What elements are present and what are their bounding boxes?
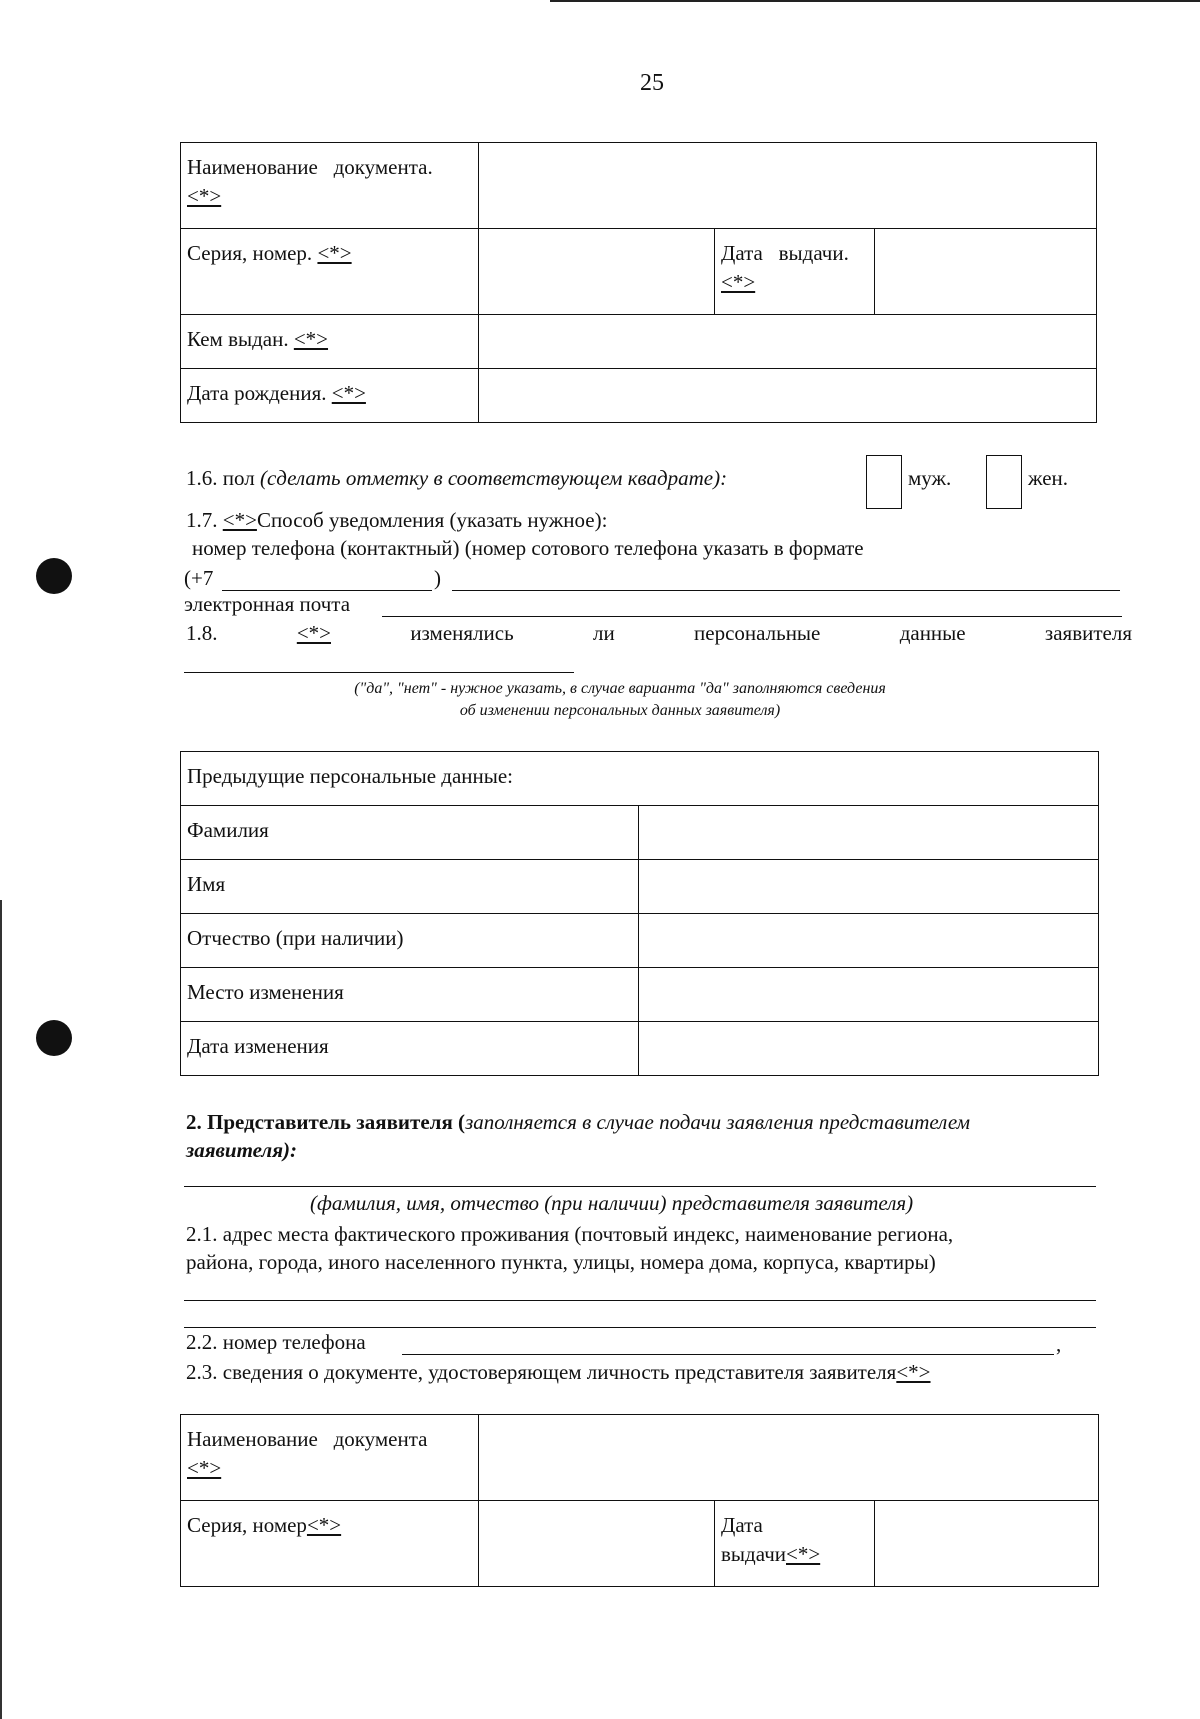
rep-phone-label: 2.2. номер телефона <box>186 1330 366 1354</box>
rep-issue-date-label: Дата <box>721 1513 763 1537</box>
birth-date-label: Дата рождения. <box>187 381 327 405</box>
changed-answer-field[interactable] <box>184 672 574 673</box>
issued-by-label: Кем выдан. <box>187 327 289 351</box>
section-number: 1.7. <box>186 508 218 532</box>
section-1-7 <box>186 508 607 533</box>
row-field[interactable] <box>639 968 1099 1022</box>
notification-method-label: Способ уведомления (указать нужное): <box>256 508 608 532</box>
rep-phone-end: , <box>1056 1332 1062 1356</box>
section-1-8 <box>186 621 1132 646</box>
series-field[interactable] <box>479 229 715 315</box>
rep-phone-field[interactable] <box>402 1354 1054 1355</box>
row-label: Имя <box>181 860 639 914</box>
required-mark: <*> <box>786 1542 821 1567</box>
row-label: Дата изменения <box>181 1022 639 1076</box>
section-number: 1.6. <box>186 466 218 490</box>
issue-date-field[interactable] <box>875 229 1097 315</box>
female-label: жен. <box>1028 466 1069 490</box>
representative-document-table <box>180 1414 1099 1587</box>
punch-hole-top <box>36 558 72 594</box>
previous-data-table <box>180 751 1099 1076</box>
section-1-6 <box>186 466 727 491</box>
row-label: Место изменения <box>181 968 639 1022</box>
representative-fio-field[interactable] <box>184 1186 1096 1187</box>
row-label: Отчество (при наличии) <box>181 914 639 968</box>
rep-series-field[interactable] <box>479 1501 715 1587</box>
female-checkbox[interactable] <box>986 455 1022 509</box>
required-mark: <*> <box>293 327 329 351</box>
doc-name-label: Наименование документа. <box>187 155 433 179</box>
rep-issue-date-label-2: выдачи <box>721 1542 786 1567</box>
required-mark: <*> <box>896 1360 931 1384</box>
applicant-word: заявителя <box>1044 621 1132 645</box>
address-label-line-1: 2.1. адрес места фактического проживания (почтовый индекс, наименование региона, <box>186 1222 954 1246</box>
phone-code-field[interactable] <box>222 590 432 591</box>
row-field[interactable] <box>639 860 1099 914</box>
applicant-document-table <box>180 142 1097 423</box>
phone-suffix: ) <box>434 566 441 590</box>
changed-word: изменялись <box>410 621 514 645</box>
previous-data-header: Предыдущие персональные данные: <box>181 752 1099 806</box>
gender-label: пол <box>222 466 255 490</box>
row-field[interactable] <box>639 914 1099 968</box>
required-mark: <*> <box>721 270 756 295</box>
section-2-title <box>186 1108 1136 1165</box>
male-checkbox[interactable] <box>866 455 902 509</box>
email-label: электронная почта <box>184 592 351 616</box>
issued-by-label-cell <box>181 315 479 369</box>
birth-date-field[interactable] <box>479 369 1097 423</box>
address-label-line-2: района, города, иного населенного пункта, улицы, номера дома, корпуса, квартиры) <box>186 1250 936 1275</box>
representative-hint: заполняется в случае подачи заявления представителем <box>465 1110 971 1134</box>
scan-left-edge <box>0 900 2 1719</box>
personal-word: персональные <box>694 621 821 645</box>
required-mark: <*> <box>317 241 352 265</box>
phone-format-text: номер телефона (контактный) (номер сотового телефона указать в формате <box>192 536 864 560</box>
scan-top-edge <box>550 0 1200 2</box>
required-mark: <*> <box>296 621 331 645</box>
row-label: Фамилия <box>181 806 639 860</box>
changed-caption <box>240 678 1000 721</box>
male-label: муж. <box>908 466 952 490</box>
representative-hint-end: заявителя): <box>186 1138 298 1163</box>
page-number: 25 <box>640 70 664 96</box>
rep-doc-name-label: Наименование документа <box>187 1427 428 1451</box>
email-field[interactable] <box>382 616 1122 617</box>
row-field[interactable] <box>639 806 1099 860</box>
caption-line-2: об изменении персональных данных заявителя) <box>459 701 781 719</box>
gender-hint: (сделать отметку в соответствующем квадрате): <box>259 466 728 490</box>
phone-prefix: (+7 <box>184 566 214 590</box>
rep-document-text: 2.3. сведения о документе, удостоверяющем личность представителя заявителя <box>186 1360 897 1384</box>
doc-name-label-cell <box>181 143 479 229</box>
address-field-2[interactable] <box>184 1327 1096 1328</box>
required-mark: <*> <box>331 381 366 405</box>
doc-name-field[interactable] <box>479 143 1097 229</box>
representative-title: 2. Представитель заявителя ( <box>186 1110 466 1134</box>
rep-document-label <box>186 1360 931 1385</box>
address-label <box>186 1220 953 1277</box>
rep-issue-date-label-cell <box>715 1501 875 1587</box>
data-word: данные <box>899 621 966 645</box>
birth-date-label-cell <box>181 369 479 423</box>
issued-by-field[interactable] <box>479 315 1097 369</box>
rep-series-label: Серия, номер <box>187 1513 307 1537</box>
caption-line-1: ("да", "нет" - нужное указать, в случае варианта "да" заполняются сведения <box>354 680 886 697</box>
row-field[interactable] <box>639 1022 1099 1076</box>
phone-number-field[interactable] <box>452 590 1120 591</box>
issue-date-label-cell <box>715 229 875 315</box>
address-field-1[interactable] <box>184 1300 1096 1301</box>
rep-doc-name-label-cell <box>181 1415 479 1501</box>
rep-doc-name-field[interactable] <box>479 1415 1099 1501</box>
representative-fio-caption: (фамилия, имя, отчество (при наличии) представителя заявителя) <box>310 1191 914 1215</box>
section-number: 1.8. <box>186 621 218 645</box>
required-mark: <*> <box>306 1513 342 1537</box>
required-mark: <*> <box>187 1456 222 1481</box>
series-label-cell <box>181 229 479 315</box>
rep-issue-date-field[interactable] <box>875 1501 1099 1587</box>
punch-hole-bottom <box>36 1020 72 1056</box>
rep-series-label-cell <box>181 1501 479 1587</box>
issue-date-label: Дата выдачи. <box>721 241 849 265</box>
whether-word: ли <box>592 621 615 645</box>
required-mark: <*> <box>222 508 257 532</box>
series-label: Серия, номер. <box>187 241 313 265</box>
required-mark: <*> <box>187 184 222 209</box>
